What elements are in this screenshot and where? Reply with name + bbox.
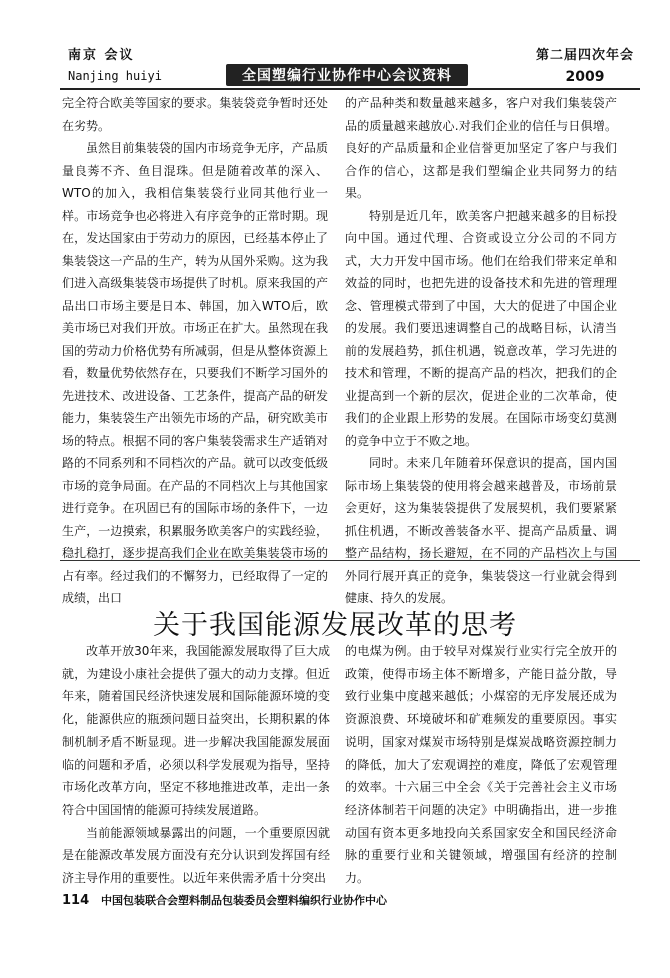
paragraph: 的产品种类和数量越来越多，客户对我们集装袋产品的质量越来越放心.对我们企业的信任与日俱增。良好的产品质量和企业信誉更加坚定了客户与我们合作的信心，这都是我们塑编企业共同努力的结果。 [345, 96, 617, 200]
paragraph: 特别是近几年，欧美客户把越来越多的目标投向中国。通过代理、合资或设立分公司的不同方式，大力开发中国市场。他们在给我们带来定单和效益的同时，也把先进的设备技术和先进的管理理念、管理模式带到了中国，大大的促进了中国企业的发展。我们要迅速调整自己的战略目标，认清当前的发展趋势，抓住机遇，锐意改革，学习先进的技术和管理，不断的提高产品的档次，把我们的企业提高到一个新的层次，促进企业的二次革命，使我们的企业跟上形势的发展。在国际市场变幻莫测的竞争中立于不败之地。 [345, 208, 617, 448]
header-banner [226, 64, 468, 86]
article-left-column [62, 640, 330, 890]
paragraph: 虽然目前集装袋的国内市场竞争无序，产品质量良莠不齐、鱼目混珠。但是随着改革的深入、WTO的加入，我相信集装袋行业同其他行业一样。市场竞争也必将进入有序竞争的正常时期。现在，发达国家由于劳动力的原因，已经基本停止了集装袋这一产品的生产，转为从国外采购。这为我们进入高级集装袋市场提供了时机。原来我国的产品出口市场主要是日本、韩国，加入WTO后，欧美市场已对我们开放。市场正在扩大。虽然现在我国的劳动力价格优势有所减弱，但是从整体资源上看，数量优势依然存在，只要我们不断学习国外的先进技术、改进设备、工艺条件，提高产品的研发能力，集装袋生产出领先市场的产品，研究欧美市场的特点。根据不同的客户集装袋需求生产适销对路的不同系列和不同档次的产品。就可以改变低级市场的竞争局面。在产品的不同档次上与其他国家进行竞争。在巩固已有的国际市场的条件下，一边生产，一边摸索，积累服务欧美客户的实践经验，稳扎稳打，逐步提高我们企业在欧美集装袋市场的占有率。经过我们的不懈努力，已经取得了一定的成绩，出口 [62, 141, 328, 605]
header-location: 南京 会议 [68, 48, 135, 63]
article-title: 关于我国能源发展改革的思考 [153, 610, 517, 641]
article-right-column [345, 640, 617, 890]
header-session: 第二届四次年会 [535, 48, 634, 63]
paragraph: 改革开放30年来，我国能源发展取得了巨大成就，为建设小康社会提供了强大的动力支撑。但近年来，随着国民经济快速发展和国际能源环境的变化，能源供应的瓶颈问题日益突出，长期积累的体制机制矛盾不断显现。进一步解决我国能源发展面临的问题和矛盾，必须以科学发展观为指导，坚持市场化改革方向，坚定不移地推进改革，走出一条符合中国国情的能源可持续发展道路。 [62, 644, 330, 817]
footer-organization: 中国包装联合会塑料制品包装委员会塑料编织行业协作中心 [100, 894, 387, 907]
top-left-column [62, 92, 328, 610]
header-banner-text: 全国塑编行业协作中心会议资料 [242, 68, 452, 84]
header-year: 2009 [565, 69, 605, 85]
header-left [68, 44, 162, 83]
header-right [536, 44, 634, 85]
top-right-column [345, 92, 617, 610]
page-footer [62, 892, 387, 908]
paragraph: 完全符合欧美等国家的要求。集装袋竞争暂时还处在劣势。 [62, 96, 328, 133]
page-number: 114 [62, 893, 90, 908]
paragraph: 当前能源领域暴露出的问题，一个重要原因就是在能源改革发展方面没有充分认识到发挥国有经济主导作用的重要性。以近年来供需矛盾十分突出 [62, 825, 330, 886]
section-divider [60, 560, 640, 561]
header-location-pinyin: Nanjing huiyi [68, 69, 162, 83]
header-divider [60, 88, 640, 90]
paragraph: 同时。未来几年随着环保意识的提高，国内国际市场上集装袋的使用将会越来越普及，市场前景会更好，这为集装袋提供了发展契机，我们要紧紧抓住机遇，不断改善装备水平、提高产品质量、调整产品结构，扬长避短，在不同的产品档次上与国外同行展开真正的竞争，集装袋这一行业就会得到健康、持久的发展。 [345, 456, 617, 605]
paragraph: 的电煤为例。由于较早对煤炭行业实行完全放开的政策，使得市场主体不断增多，产能日益分散，导致行业集中度越来越低；小煤窑的无序发展还成为资源浪费、环境破坏和矿难频发的重要原因。事实说明，国家对煤炭市场特别是煤炭战略资源控制力的降低，加大了宏观调控的难度，降低了宏观管理的效率。十六届三中全会《关于完善社会主义市场经济体制若干问题的决定》中明确指出，进一步推动国有资本更多地投向关系国家安全和国民经济命脉的重要行业和关键领域，增强国有经济的控制力。 [345, 644, 617, 886]
